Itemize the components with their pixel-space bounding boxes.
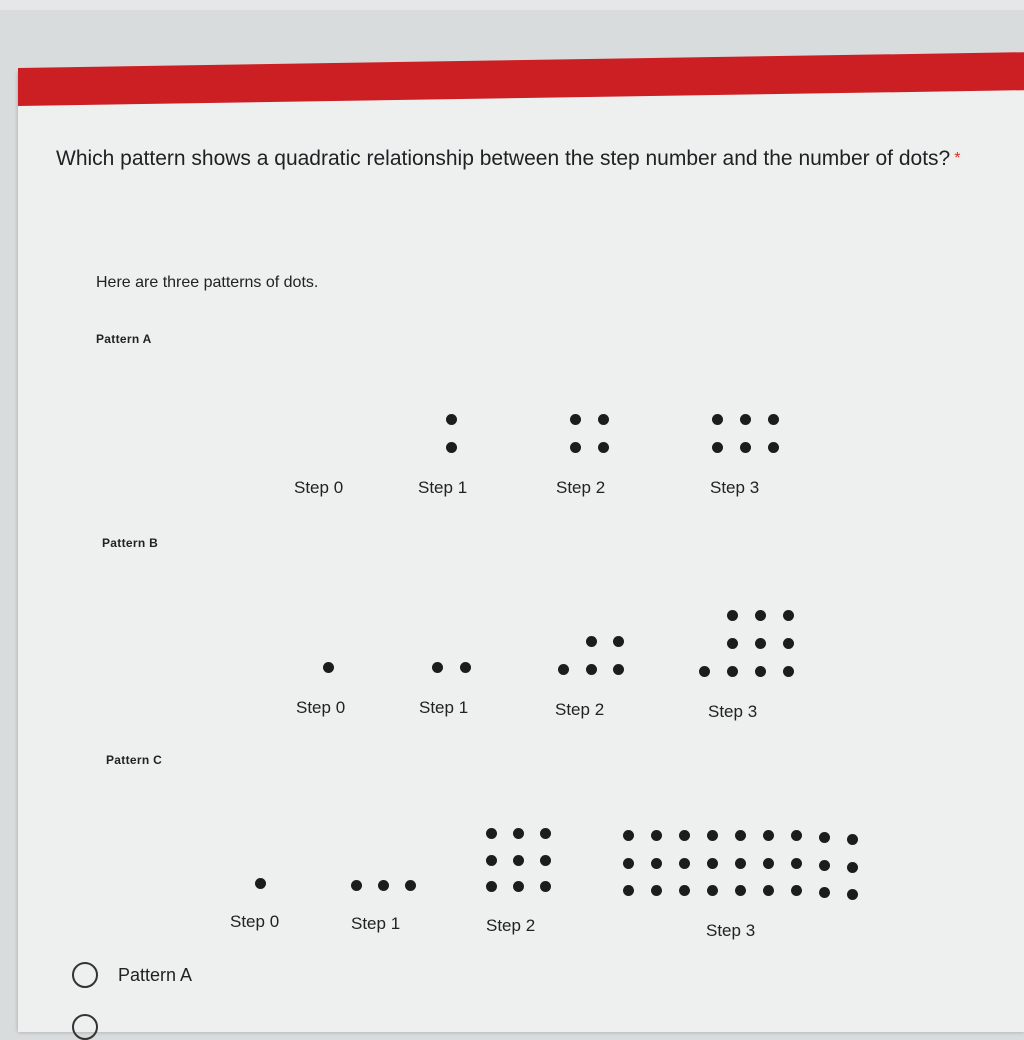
pattern-dot <box>699 666 710 677</box>
pattern-dot <box>598 442 609 453</box>
pattern-dot <box>768 442 779 453</box>
pattern-dot <box>847 834 858 845</box>
pattern-dot <box>446 414 457 425</box>
step-label: Step 1 <box>418 478 468 497</box>
pattern-dot <box>586 636 597 647</box>
pattern-dot <box>727 666 738 677</box>
pattern-dot <box>613 664 624 675</box>
radio-button[interactable] <box>72 962 98 988</box>
pattern-dot <box>540 855 551 866</box>
step-label: Step 2 <box>555 700 605 719</box>
browser-top-strip <box>0 0 1024 10</box>
pattern-dot <box>586 664 597 675</box>
pattern-dot <box>755 638 766 649</box>
pattern-dot <box>763 885 774 896</box>
pattern-dot <box>623 858 634 869</box>
step-label: Step 0 <box>294 478 344 497</box>
step-label: Step 3 <box>706 921 756 940</box>
pattern-dot <box>763 858 774 869</box>
pattern-dot <box>623 885 634 896</box>
pattern-dot <box>755 610 766 621</box>
pattern-dot <box>847 862 858 873</box>
pattern-dot <box>740 414 751 425</box>
pattern-dot <box>819 887 830 898</box>
step-label: Step 3 <box>708 702 758 721</box>
question-description: Here are three patterns of dots. <box>96 274 319 291</box>
pattern-dot <box>783 610 794 621</box>
pattern-dot <box>763 830 774 841</box>
pattern-dot <box>819 860 830 871</box>
pattern-dot <box>378 880 389 891</box>
pattern-dot <box>446 442 457 453</box>
pattern-dot <box>727 638 738 649</box>
question-text: Which pattern shows a quadratic relationship between the step number and the number of dots? <box>56 147 951 170</box>
pattern-dot <box>679 885 690 896</box>
step-label: Step 2 <box>556 478 606 497</box>
pattern-dot <box>735 830 746 841</box>
pattern-dot <box>707 885 718 896</box>
radio-button-next[interactable] <box>72 1014 98 1040</box>
pattern-dot <box>768 414 779 425</box>
pattern-dot <box>513 855 524 866</box>
pattern-dot <box>486 881 497 892</box>
pattern-dot <box>679 858 690 869</box>
pattern-c-label: Pattern C <box>106 753 163 767</box>
pattern-dot <box>679 830 690 841</box>
step-label: Step 0 <box>230 912 280 931</box>
pattern-dot <box>613 636 624 647</box>
required-marker: * <box>954 150 961 167</box>
pattern-dot <box>255 878 266 889</box>
step-label: Step 0 <box>296 698 346 717</box>
pattern-dot <box>755 666 766 677</box>
pattern-a-label: Pattern A <box>96 332 152 346</box>
pattern-dot <box>651 858 662 869</box>
pattern-dot <box>712 414 723 425</box>
option-label: Pattern A <box>118 964 193 985</box>
pattern-dot <box>735 858 746 869</box>
step-label: Step 2 <box>486 916 536 935</box>
pattern-dot <box>323 662 334 673</box>
step-label: Step 3 <box>710 478 760 497</box>
pattern-dot <box>598 414 609 425</box>
pattern-dot <box>740 442 751 453</box>
pattern-dot <box>513 881 524 892</box>
option-pattern-a[interactable] <box>72 962 192 988</box>
pattern-dot <box>707 830 718 841</box>
pattern-dot <box>513 828 524 839</box>
pattern-dot <box>791 858 802 869</box>
step-label: Step 1 <box>351 914 401 933</box>
pattern-dot <box>558 664 569 675</box>
pattern-dot <box>651 830 662 841</box>
pattern-dot <box>570 442 581 453</box>
pattern-dot <box>432 662 443 673</box>
pattern-dot <box>783 638 794 649</box>
pattern-dot <box>405 880 416 891</box>
pattern-dot <box>783 666 794 677</box>
pattern-b-label: Pattern B <box>102 536 159 550</box>
pattern-dot <box>623 830 634 841</box>
pattern-dot <box>707 858 718 869</box>
pattern-dot <box>847 889 858 900</box>
pattern-dot <box>791 830 802 841</box>
pattern-dot <box>819 832 830 843</box>
pattern-dot <box>735 885 746 896</box>
pattern-dot <box>351 880 362 891</box>
pattern-dot <box>651 885 662 896</box>
pattern-dot <box>712 442 723 453</box>
pattern-dot <box>727 610 738 621</box>
pattern-dot <box>540 828 551 839</box>
pattern-dot <box>570 414 581 425</box>
pattern-dot <box>486 828 497 839</box>
pattern-dot <box>486 855 497 866</box>
question-title <box>56 140 996 178</box>
pattern-dot <box>791 885 802 896</box>
pattern-dot <box>540 881 551 892</box>
pattern-dot <box>460 662 471 673</box>
step-label: Step 1 <box>419 698 469 717</box>
